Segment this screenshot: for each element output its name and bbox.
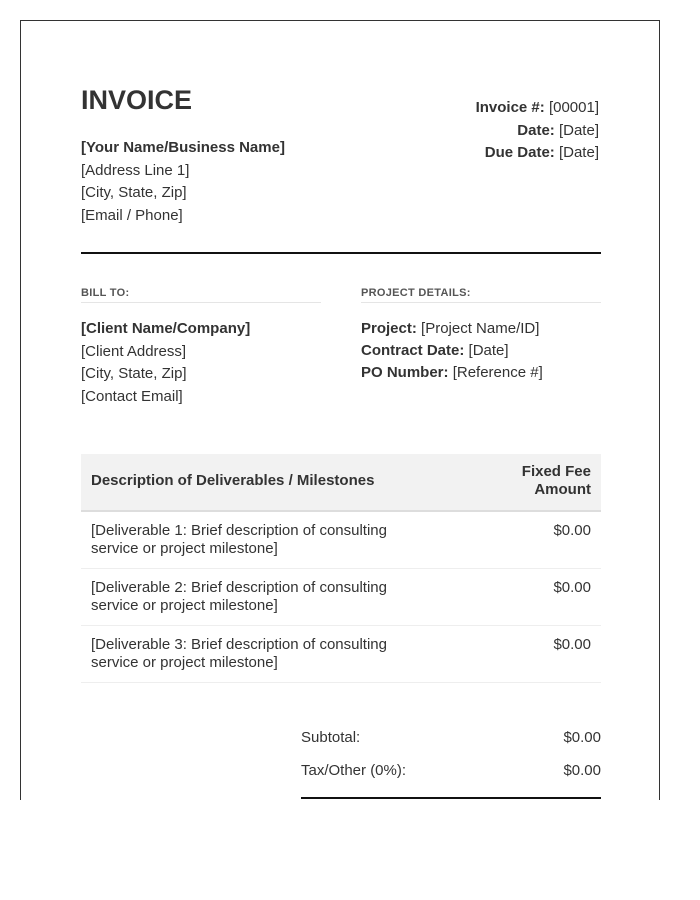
- table-header: [81, 454, 601, 512]
- totals-block: [301, 726, 601, 792]
- row-amount: $0.00: [553, 579, 591, 596]
- row-amount: $0.00: [553, 522, 591, 539]
- project-value: [Project Name/ID]: [421, 320, 540, 337]
- project-row: [361, 318, 543, 340]
- sender-city-state-zip: [City, State, Zip]: [81, 184, 187, 201]
- project-details-label: PROJECT DETAILS:: [361, 286, 601, 303]
- tax-row: [301, 759, 601, 792]
- bill-to-label: BILL TO:: [81, 286, 321, 303]
- invoice-number-value: [00001]: [548, 99, 599, 116]
- client-city-state-zip: [City, State, Zip]: [81, 365, 187, 382]
- bill-to-block: [81, 318, 250, 408]
- row-description: [Deliverable 1: Brief description of consulting service or project milestone]: [91, 522, 387, 557]
- deliverables-table: [81, 454, 601, 683]
- invoice-number-label: Invoice #:: [475, 99, 545, 116]
- project-details-block: [361, 318, 543, 384]
- po-number-row: [361, 362, 543, 384]
- invoice-title: INVOICE: [81, 85, 193, 115]
- sender-name: [Your Name/Business Name]: [81, 139, 285, 156]
- row-description: [Deliverable 2: Brief description of consulting service or project milestone]: [91, 579, 387, 614]
- invoice-page: [20, 20, 660, 800]
- subtotal-row: [301, 726, 601, 759]
- po-number-value: [Reference #]: [452, 364, 543, 381]
- contract-date-label: Contract Date:: [361, 342, 465, 359]
- table-row: [81, 626, 601, 683]
- header-amount-line1: Fixed Fee: [521, 463, 591, 480]
- header-amount: [471, 463, 591, 499]
- tax-label: Tax/Other (0%):: [301, 762, 407, 779]
- tax-value: $0.00: [563, 762, 601, 779]
- invoice-date-label: Date:: [517, 121, 555, 139]
- client-email: [Contact Email]: [81, 387, 183, 405]
- table-row: [81, 569, 601, 626]
- due-date-value: [Date]: [558, 144, 599, 161]
- invoice-meta: [476, 97, 599, 165]
- invoice-date-row: [476, 120, 599, 143]
- sender-block: [81, 137, 285, 227]
- due-date-row: [476, 142, 599, 165]
- table-row: [81, 512, 601, 569]
- project-label: Project:: [361, 320, 417, 337]
- po-number-label: PO Number:: [361, 364, 449, 381]
- row-amount: $0.00: [553, 636, 591, 653]
- contract-date-value: [Date]: [468, 342, 509, 359]
- contract-date-row: [361, 340, 543, 362]
- subtotal-value: $0.00: [563, 729, 601, 746]
- invoice-number-row: [476, 97, 599, 120]
- client-name: [Client Name/Company]: [81, 320, 251, 337]
- totals-divider: [301, 797, 601, 799]
- header-description: Description of Deliverables / Milestones: [91, 472, 375, 489]
- sender-contact: [Email / Phone]: [81, 206, 183, 224]
- due-date-label: Due Date:: [484, 144, 555, 161]
- header-divider: [81, 252, 601, 254]
- invoice-date-value: [Date]: [558, 121, 599, 139]
- header-amount-line2: Amount: [534, 481, 591, 498]
- row-description: [Deliverable 3: Brief description of consulting service or project milestone]: [91, 636, 387, 671]
- subtotal-label: Subtotal:: [301, 729, 361, 746]
- client-address: [Client Address]: [81, 342, 187, 360]
- sender-address: [Address Line 1]: [81, 161, 190, 179]
